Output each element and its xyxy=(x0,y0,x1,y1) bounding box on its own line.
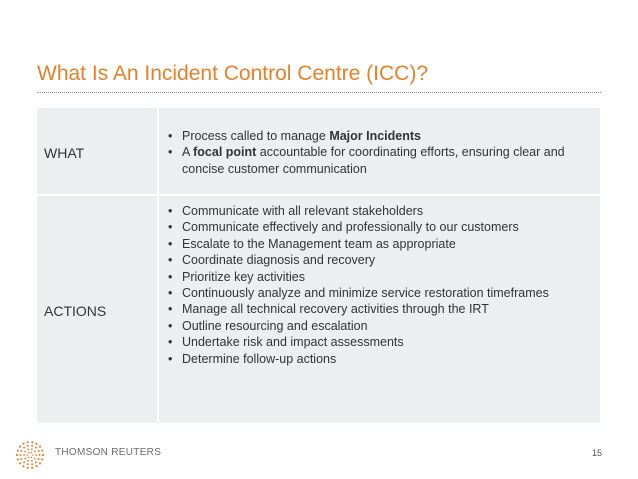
logo-dot xyxy=(24,451,26,453)
logo-dot xyxy=(17,458,19,460)
logo-dot xyxy=(20,458,22,460)
brand-name: THOMSON REUTERS xyxy=(55,447,162,458)
logo-dot xyxy=(17,449,19,451)
logo-dot xyxy=(39,446,41,448)
bullet-bold-text: Major Incidents xyxy=(329,129,421,143)
bullet-item: • Manage all technical recovery activities through the IRT xyxy=(168,301,588,317)
logo-dot xyxy=(38,450,40,452)
table-row-actions xyxy=(37,196,600,423)
logo-dot xyxy=(41,458,43,460)
bullet-bold-text: focal point xyxy=(193,145,257,160)
what-bullet-list xyxy=(168,128,588,177)
logo-dot xyxy=(27,448,29,450)
slide-title: What Is An Incident Control Centre (ICC)? xyxy=(37,62,428,85)
logo-dot xyxy=(27,445,29,447)
logo-dot xyxy=(24,458,26,460)
bullet-item xyxy=(168,128,588,144)
bullet-item: • Coordinate diagnosis and recovery xyxy=(168,252,588,268)
bullet-item: • Continuously analyze and minimize service restoration timeframes xyxy=(168,285,588,301)
logo-dot xyxy=(38,458,40,460)
bullet-text: A xyxy=(182,145,194,160)
bullet-text: Process called to manage xyxy=(182,129,330,143)
logo-dot xyxy=(31,441,33,443)
logo-dot xyxy=(19,462,21,464)
logo-dot xyxy=(35,447,37,449)
logo-dot xyxy=(31,445,33,447)
logo-dot xyxy=(28,457,30,459)
bullet-item xyxy=(168,144,588,177)
logo-dot xyxy=(16,454,18,456)
logo-dot xyxy=(34,451,36,453)
table-row-what xyxy=(37,108,600,194)
bullet-item: • Escalate to the Management team as appropriate xyxy=(168,236,588,252)
logo-dot xyxy=(31,463,33,465)
logo-dot xyxy=(22,443,24,445)
thomson-reuters-logo-icon xyxy=(12,440,48,470)
logo-dot xyxy=(27,463,29,465)
logo-dot xyxy=(42,454,44,456)
logo-dot xyxy=(27,441,29,443)
logo-dot xyxy=(26,454,28,456)
row-label-what: WHAT xyxy=(44,145,85,161)
actions-bullet-list xyxy=(168,203,588,367)
title-divider xyxy=(37,92,601,93)
logo-dot xyxy=(35,443,37,445)
logo-dot xyxy=(41,449,43,451)
logo-dot xyxy=(35,465,37,467)
logo-dot xyxy=(27,467,29,469)
bullet-item: • Determine follow-up actions xyxy=(168,351,588,367)
bullet-item: • Undertake risk and impact assessments xyxy=(168,334,588,350)
logo-dot xyxy=(31,460,33,462)
column-divider xyxy=(157,108,159,194)
logo-dot xyxy=(31,452,33,454)
logo-dot xyxy=(31,467,33,469)
logo-dot xyxy=(23,447,25,449)
bullet-item: • Communicate with all relevant stakeholders xyxy=(168,203,588,219)
page-number: 15 xyxy=(592,448,603,458)
row-label-actions: ACTIONS xyxy=(44,303,107,319)
logo-dot xyxy=(39,454,41,456)
logo-dot xyxy=(31,448,33,450)
column-divider xyxy=(157,196,159,423)
logo-dot xyxy=(22,465,24,467)
logo-dot xyxy=(39,462,41,464)
bullet-item: • Outline resourcing and escalation xyxy=(168,318,588,334)
logo-dot xyxy=(23,461,25,463)
logo-dot xyxy=(27,460,29,462)
logo-dot xyxy=(23,454,25,456)
logo-dot xyxy=(20,450,22,452)
bullet-item: • Communicate effectively and professionally to our customers xyxy=(168,219,588,235)
logo-dot xyxy=(32,454,34,456)
bullet-text: accountable for coordinating efforts, ensuring clear and concise customer communication xyxy=(182,145,565,176)
logo-dot xyxy=(20,454,22,456)
bullet-item: • Prioritize key activities xyxy=(168,269,588,285)
logo-dot xyxy=(34,458,36,460)
logo-dot xyxy=(35,454,37,456)
logo-dot xyxy=(28,452,30,454)
logo-dot xyxy=(31,457,33,459)
logo-dot xyxy=(35,461,37,463)
logo-dot xyxy=(19,446,21,448)
